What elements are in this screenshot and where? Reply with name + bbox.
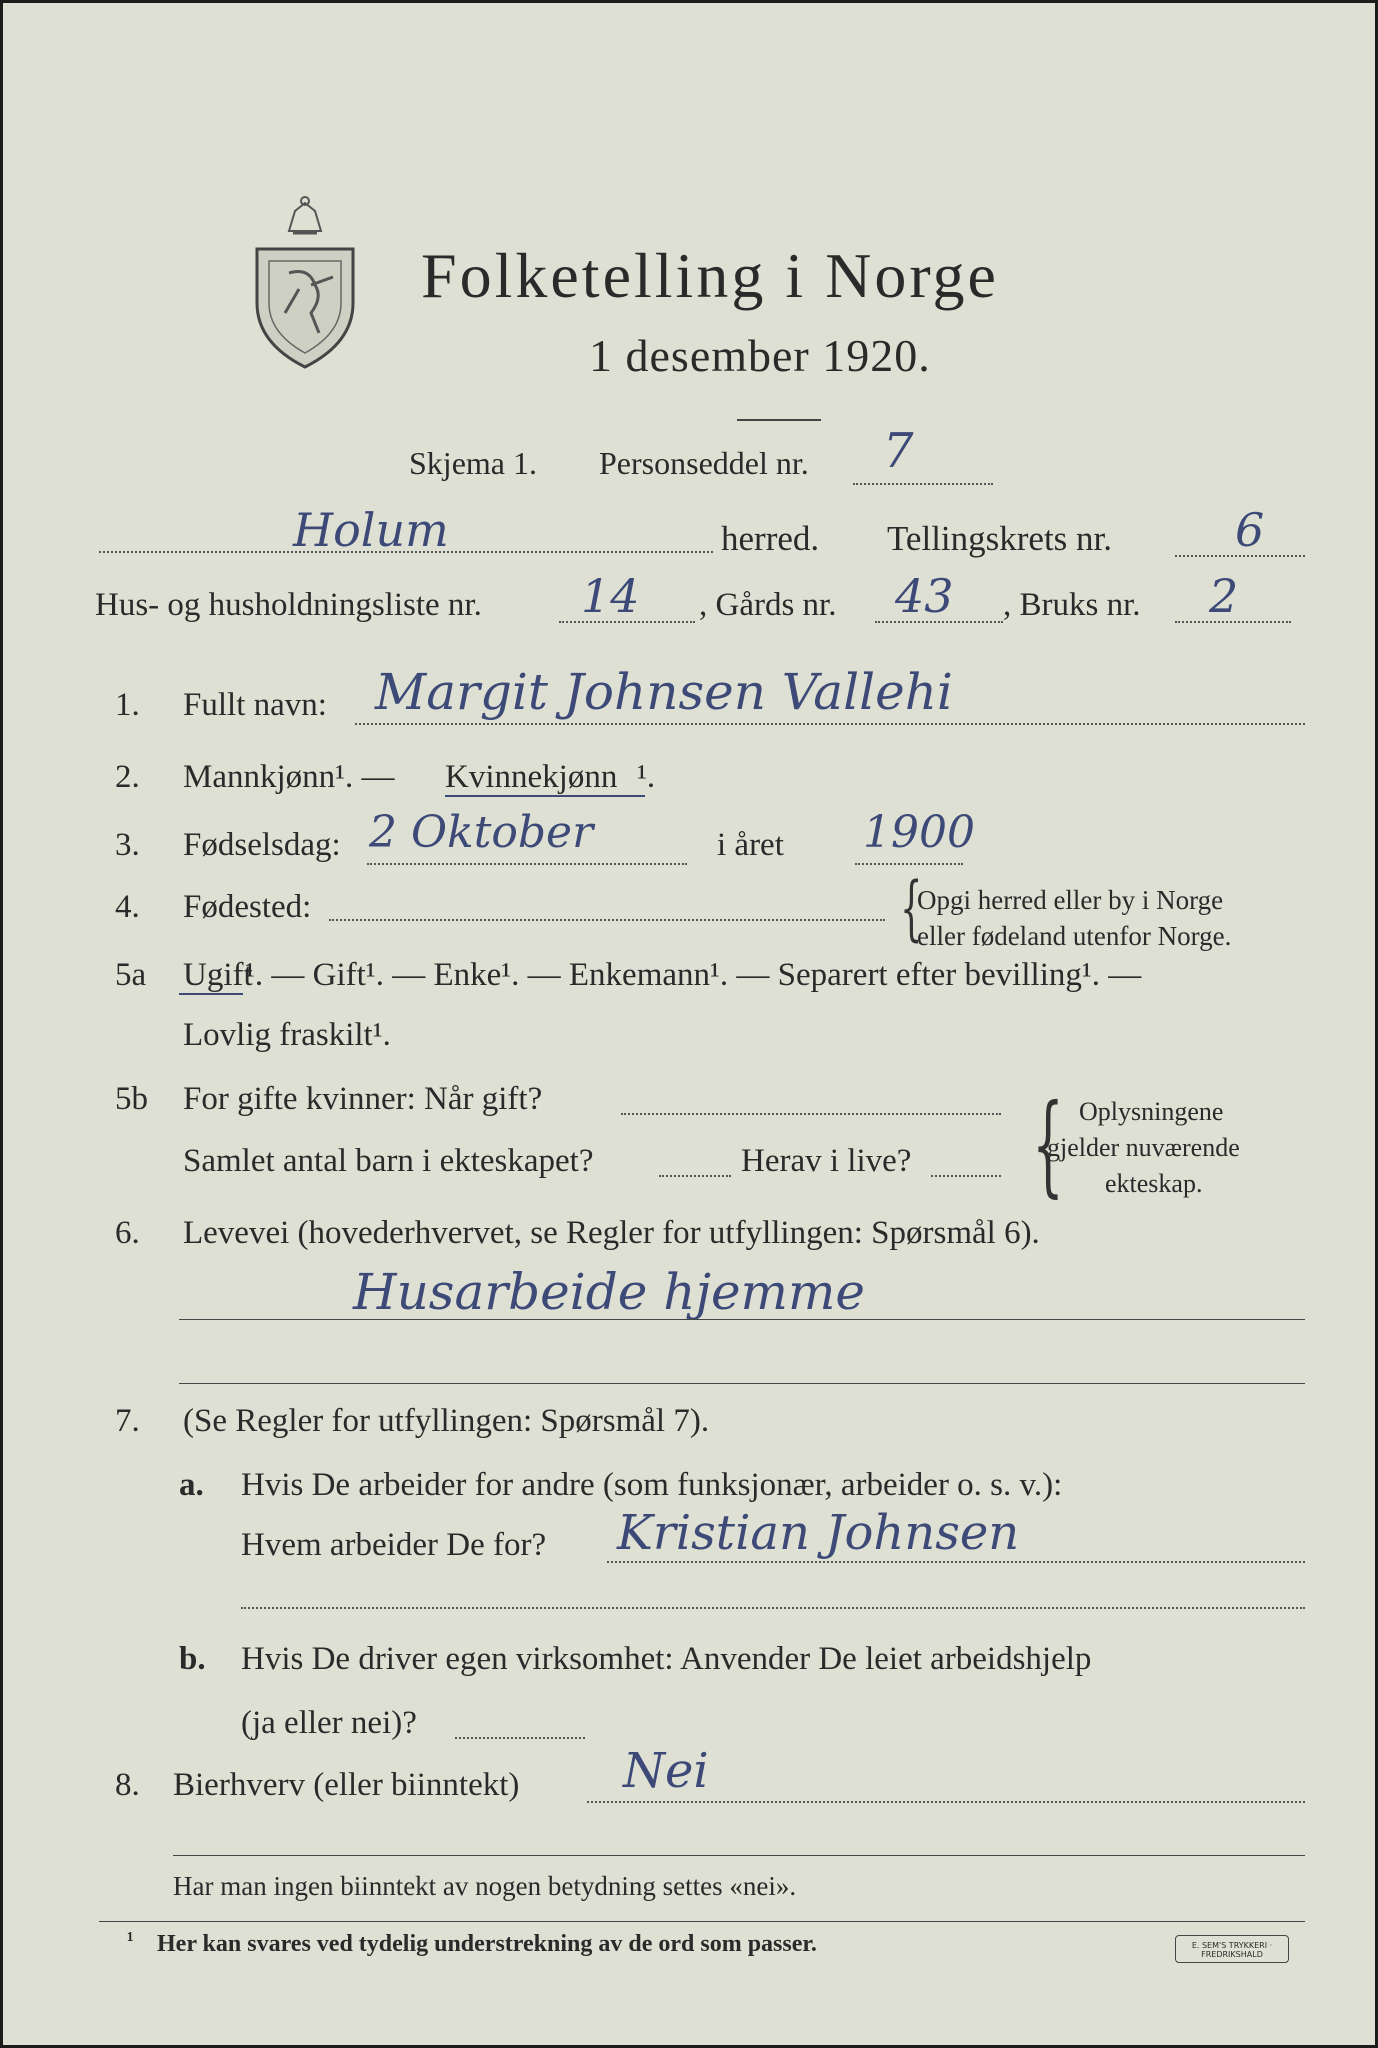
ugift-option[interactable]: Ugift: [183, 957, 253, 993]
q5b-line-1: For gifte kvinner: Når gift?: [183, 1081, 543, 1117]
q7a-line-1: Hvis De arbeider for andre (som funksjonær, arbeider o. s. v.):: [241, 1467, 1063, 1503]
occupation-line-1[interactable]: [179, 1319, 1305, 1320]
q6-label: Levevei (hovederhvervet, se Regler for utfyllingen: Spørsmål 6).: [183, 1215, 1040, 1251]
kvinne-suffix: ¹.: [637, 759, 656, 795]
personseddel-value: 7: [883, 423, 914, 479]
q4-label: Fødested:: [183, 889, 312, 925]
q4-note-1: Opgi herred eller by i Norge: [917, 885, 1224, 915]
q4-number: 4.: [115, 889, 140, 925]
employer-field-2[interactable]: [241, 1607, 1305, 1609]
bierhverv-field[interactable]: [587, 1801, 1305, 1803]
norway-coat-of-arms-icon: [249, 193, 361, 373]
kvinne-option[interactable]: Kvinnekjønn: [445, 759, 618, 795]
birthday-field[interactable]: [367, 863, 687, 865]
birthday-value: 2 Oktober: [369, 807, 594, 858]
ja-nei-field[interactable]: [455, 1737, 585, 1739]
tellingskrets-value: 6: [1235, 503, 1265, 557]
marital-options[interactable]: ¹. — Gift¹. — Enke¹. — Enkemann¹. — Separert efter bevilling¹. —: [245, 957, 1142, 993]
employer-value: Kristian Johnsen: [617, 1505, 1020, 1561]
footer-note: Har man ingen biinntekt av nogen betydning settes «nei».: [173, 1871, 797, 1901]
form-title: Folketelling i Norge: [421, 240, 999, 311]
census-form-page: [3, 3, 1375, 2045]
bruks-value: 2: [1209, 569, 1239, 623]
occupation-line-2[interactable]: [179, 1383, 1305, 1384]
mann-option[interactable]: Mannkjønn¹. —: [183, 759, 395, 795]
q5b-line-2b: Herav i live?: [741, 1143, 912, 1179]
q5b-note-3: ekteskap.: [1105, 1169, 1203, 1198]
ugift-underline: [179, 993, 243, 995]
q5b-brace: {: [1032, 1080, 1064, 1208]
census-date: 1 desember 1920.: [589, 330, 931, 381]
employer-field[interactable]: [607, 1561, 1305, 1563]
q1-number: 1.: [115, 687, 140, 723]
printer-stamp-text: E. SEM'S TRYKKERI · FREDRIKSHALD: [1191, 1941, 1273, 1959]
q3-label: Fødselsdag:: [183, 827, 341, 863]
occupation-value: Husarbeide hjemme: [353, 1263, 865, 1321]
q5b-note-1: Oplysningene: [1079, 1097, 1224, 1126]
kvinne-underline: [445, 795, 645, 797]
personseddel-field[interactable]: [853, 483, 993, 485]
full-name-field[interactable]: [355, 723, 1305, 725]
q1-label: Fullt navn:: [183, 687, 327, 723]
q5b-number: 5b: [115, 1081, 148, 1117]
q7b-letter: b.: [179, 1641, 206, 1677]
gards-value: 43: [895, 569, 954, 623]
full-name-value: Margit Johnsen Vallehi: [375, 663, 953, 721]
q7b-line-2: (ja eller nei)?: [241, 1705, 417, 1741]
printer-stamp: [1175, 1935, 1289, 1963]
herred-label: herred.: [721, 519, 820, 558]
birth-year-value: 1900: [863, 807, 975, 858]
q2-number: 2.: [115, 759, 140, 795]
q4-note-2: eller fødeland utenfor Norge.: [917, 921, 1232, 951]
q8-label: Bierhverv (eller biinntekt): [173, 1767, 520, 1803]
q7a-letter: a.: [179, 1467, 204, 1503]
q7-label: (Se Regler for utfyllingen: Spørsmål 7).: [183, 1403, 710, 1439]
bierhverv-value: Nei: [623, 1743, 709, 1799]
tellingskrets-label: Tellingskrets nr.: [887, 519, 1113, 558]
personseddel-label: Personseddel nr.: [599, 445, 809, 481]
gards-label: , Gårds nr.: [699, 587, 837, 623]
birthplace-field[interactable]: [329, 919, 885, 921]
bruks-label: , Bruks nr.: [1003, 587, 1141, 623]
q7a-line-2: Hvem arbeider De for?: [241, 1527, 547, 1563]
title-rule: [737, 419, 821, 421]
bierhverv-line-2[interactable]: [173, 1855, 1305, 1856]
q5b-note-2: gjelder nuværende: [1047, 1133, 1240, 1162]
q7b-line-1: Hvis De driver egen virksomhet: Anvender De leiet arbeidshjelp: [241, 1641, 1092, 1677]
skjema-label: Skjema 1.: [409, 445, 537, 481]
q7-number: 7.: [115, 1403, 140, 1439]
q5a-number: 5a: [115, 957, 147, 993]
aaret-label: i året: [717, 827, 784, 863]
hus-value: 14: [581, 569, 640, 623]
footer-rule: [99, 1921, 1305, 1922]
birth-year-field[interactable]: [855, 863, 963, 865]
footnote-text: Her kan svares ved tydelig understrekning av de ord som passer.: [157, 1931, 817, 1957]
q4-brace: {: [900, 867, 923, 949]
q8-number: 8.: [115, 1767, 140, 1803]
herred-value: Holum: [293, 503, 449, 557]
antal-barn-field[interactable]: [659, 1175, 731, 1177]
footnote-mark: ¹: [127, 1927, 134, 1952]
q5b-line-2a: Samlet antal barn i ekteskapet?: [183, 1143, 594, 1179]
hus-label: Hus- og husholdningsliste nr.: [95, 587, 482, 623]
lovlig-fraskilt-option[interactable]: Lovlig fraskilt¹.: [183, 1017, 391, 1053]
herav-i-live-field[interactable]: [931, 1175, 1001, 1177]
q3-number: 3.: [115, 827, 140, 863]
naar-gift-field[interactable]: [621, 1113, 1001, 1115]
q6-number: 6.: [115, 1215, 140, 1251]
